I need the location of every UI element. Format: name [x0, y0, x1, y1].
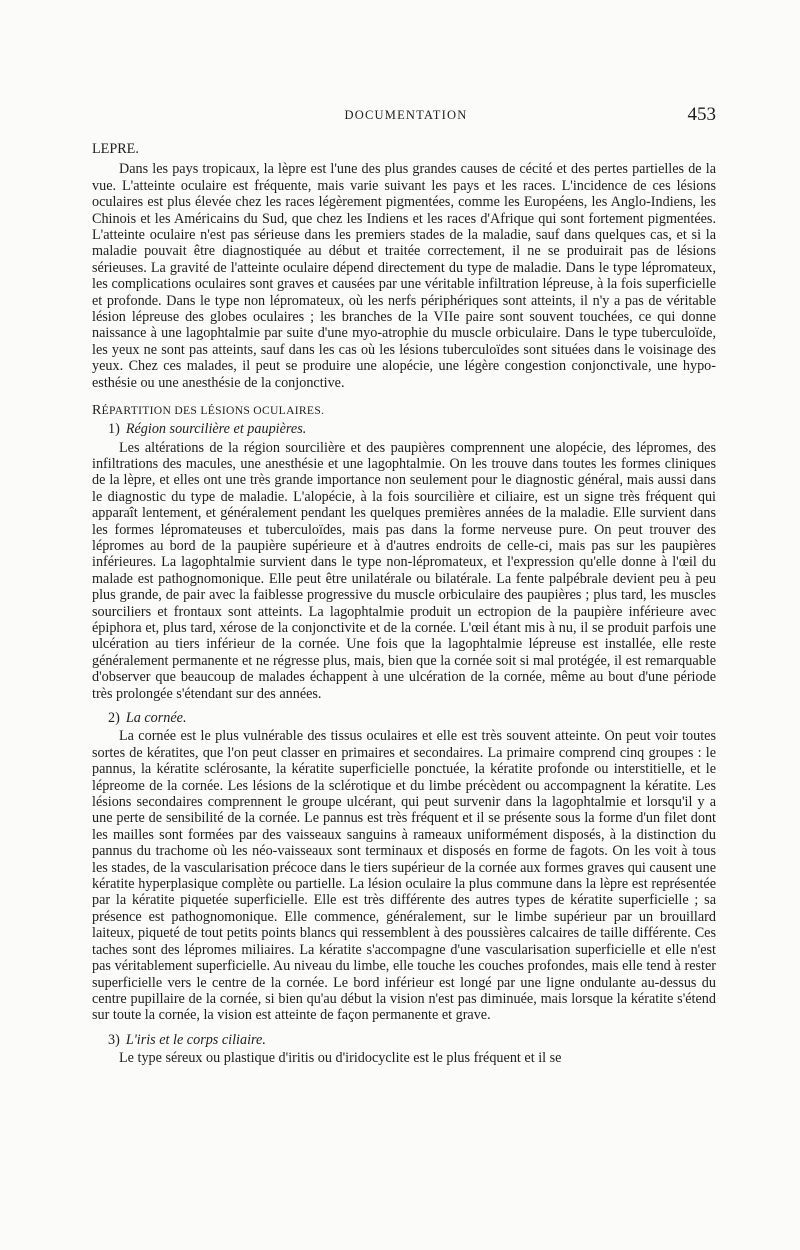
section-3-heading: [108, 1032, 716, 1048]
running-head: [0, 106, 800, 126]
section-1-paragraph: Les altérations de la région sourcilière et des paupières comprennent une alopécie, des lépromes, des infiltrations des macules, une anesthésie et une lagophtalmie. On les trouve dans toutes les formes cliniques de la lèpre, et elles ont une très grande importance non seulement pour le diagnostic général, mais aussi dans le diagnostic du type de maladie. L'alopécie, à la fois sourcilière et ciliaire, est un signe très fréquent qui apparaît lentement, et généralement pendant les quelques premières années de la maladie. Elle survient dans les formes lépromateuses et tuberculoïdes, mais pas dans la forme nerveuse pure. On peut trouver des lépromes au bord de la paupière supérieure et à d'autres endroits de celle-ci, mais pas sur les paupières inférieures. La lagophtalmie survient dans le type non-lépromateux, et l'expression qu'elle donne à l'œil du malade est pathognomonique. Elle peut être unilatérale ou bilatérale. La fente palpébrale devient peu à peu plus grande, de pair avec la faiblesse progressive du muscle orbiculaire des paupières ; plus tard, les muscles sourciliers et frontaux sont atteints. La lagophtalmie produit un ectropion de la paupière inférieure avec épiphora et, plus tard, xérose de la conjonctivite et de la cornée. L'œil étant mis à nu, il se produit parfois une ulcération au tiers inférieur de la cornée. Une fois que la lagophtalmie lépreuse est installée, elle reste généralement permanente et ne régresse plus, mais, bien que la cornée soit si mal protégée, il est remarquable d'observer que beaucoup de malades échappent à une ulcération de la cornée, même au bout d'une période très prolongée s'étendant sur des années.: [92, 439, 716, 702]
section-3-paragraph: Le type séreux ou plastique d'iritis ou d'iridocyclite est le plus fréquent et il se: [119, 1050, 562, 1067]
section-1-heading: [108, 421, 716, 437]
section-2-paragraph: La cornée est le plus vulnérable des tissus oculaires et elle est très souvent atteinte. On peut voir toutes sortes de kératites, que l'on peut classer en primaires et secondaires. La primaire comprend cinq groupes : le pannus, la kératite sclérosante, la kératite superficielle ponctuée, la kératite profonde ou interstitielle, et le lépreome de la cornée. Les lésions de la sclérotique et du limbe précèdent ou accompagnent la kératite. Les lésions secondaires comprennent le groupe ulcérant, qui peut survenir dans la lagophtalmie et lorsqu'il y a une perte de sensibilité de la cornée. Le pannus est très fréquent et il se présente sous la forme d'un filet dont les mailles sont formées par des vaisseaux sanguins à rameaux uniformément disposés, à la distinction du pannus du trachome où les néo-vaisseaux sont terminaux et disposés en forme de fagots. On les voit à tous les stades, de la vascularisation précoce dans le tiers supérieur de la cornée aux formes graves qui causent une kératite hyperplasique complète ou partielle. La lésion oculaire la plus commune dans la lèpre est représentée par la kératite piquetée superficielle. Elle est très différente des autres types de kératite superficielle ; sa présence est pathognomonique. Elle commence, généralement, sur le limbe supérieur par un brouillard laiteux, piqueté de tout petits points blancs qui ressemblent à des poussières calcaires de taille différente. Ces taches sont des lépromes miliaires. La kératite s'accompagne d'une vascularisation superficielle et elle n'est pas véritablement superficielle. Au niveau du limbe, elle touche les couches profondes, mais elle tend à rester superficielle vers le centre de la cornée. Le bord inférieur est longé par une ligne ondulante au-dessus du centre pupillaire de la cornée, si bien qu'au début la vision n'est pas diminuée, mais lorsque la kératite s'étend sur toute la cornée, la vision est atteinte de façon permanente et grave.: [92, 728, 716, 1024]
repartition-heading-rest: ÉPARTITION DES LÉSIONS OCULAIRES.: [101, 404, 325, 418]
repartition-heading-initial: R: [92, 403, 102, 419]
section-2-number: 2): [108, 710, 120, 726]
repartition-heading: [92, 403, 716, 419]
page-number: 453: [687, 104, 716, 125]
section-1-title: Région sourcilière et paupières.: [125, 421, 307, 438]
intro-paragraph: Dans les pays tropicaux, la lèpre est l'une des plus grandes causes de cécité et des pertes partielles de la vue. L'atteinte oculaire est fréquente, mais varie suivant les pays et les races. L'incidence de ces lésions oculaires est plus élevée chez les races légèrement pigmentées, comme les Européens, les Anglo-Indiens, les Chinois et les Américains du Sud, que chez les Indiens et les races d'Afrique qui sont fortement pigmentées. L'atteinte oculaire n'est pas sérieuse dans les premiers stades de la maladie, sauf dans quelques cas, et si la maladie pouvait être diagnostiquée au début et traitée correctement, il ne se produirait pas de lésions sérieuses. La gravité de l'atteinte oculaire dépend directement du type de maladie. Dans le type lépromateux, les complications oculaires sont graves et causées par une véritable infiltration lépreuse, à la fois superficielle et profonde. Dans le type non lépromateux, où les nerfs périphériques sont atteints, il n'y a pas de véritable lésion lépreuse des globes oculaires ; les branches de la VIIe paire sont souvent touchées, ce qui donne naissance à une lagophtalmie par suite d'une myo-atrophie du muscle orbiculaire. Dans le type tuberculoïde, les yeux ne sont pas atteints, sauf dans les cas où les lésions tuberculoïdes sont situées dans le voisinage des yeux. Chez ces malades, il peut se produire une alopécie, une légère congestion conjonctivale, une hypo-esthésie ou une anesthésie de la conjonctive.: [92, 161, 716, 391]
running-head-title: DOCUMENTATION: [344, 108, 468, 122]
article-body: [92, 141, 716, 1067]
section-3-title: L'iris et le corps ciliaire.: [125, 1031, 266, 1048]
section-3-number: 3): [108, 1031, 120, 1048]
section-2-heading: [108, 710, 716, 726]
section-2-title: La cornée.: [125, 710, 187, 726]
article-title: LEPRE.: [92, 141, 139, 157]
section-1-number: 1): [108, 421, 120, 438]
